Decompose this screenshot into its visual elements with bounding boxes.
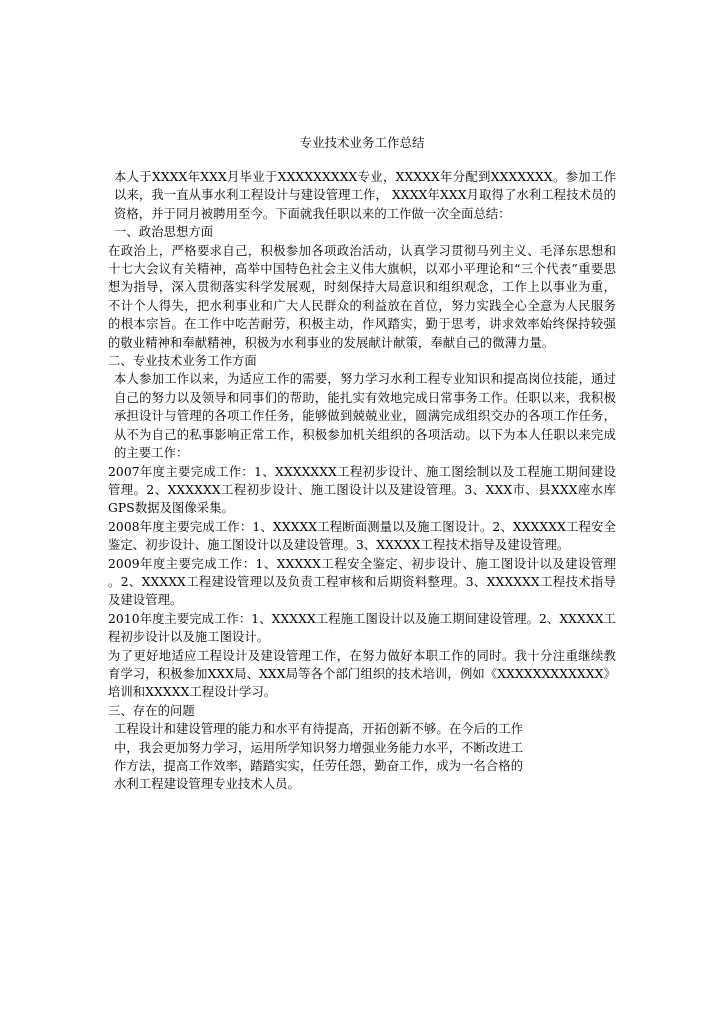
section-heading-1: 一、政治思想方面 bbox=[114, 225, 214, 240]
document-body bbox=[108, 168, 616, 794]
paragraph-intro: 本人于XXXX年XXX月毕业于XXXXXXXXX专业，XXXXX年分配到XXXXXXX。参加工作以来，我一直从事水利工程设计与建设管理工作， XXXX年XXX月取得了水利工程技术员的资格，并于同月被聘用至今。下面就我任职以来的工作做一次全面总结： bbox=[114, 170, 616, 221]
paragraph-2010: 2010年度主要完成工作：1、XXXXX工程施工图设计以及施工期间建设管理。2、XXXXX工程初步设计以及施工图设计。 bbox=[108, 611, 616, 645]
paragraph-2007: 2007年度主要完成工作：1、XXXXXXX工程初步设计、施工图绘制以及工程施工期间建设管理。2、XXXXXX工程初步设计、施工图设计以及建设管理。3、XXX市、县XXX座水库GPS数据及图像采集。 bbox=[108, 464, 616, 516]
paragraph-problems: 工程设计和建设管理的能力和水平有待提高，开拓创新不够。在今后的工作中，我会更加努力学习，运用所学知识努力增强业务能力水平，不断改进工作方法，提高工作效率，踏踏实实，任劳任怨，勤奋工作，成为一名合格的水利工程建设管理专业技术人员。 bbox=[114, 722, 524, 792]
paragraph-training: 为了更好地适应工程设计及建设管理工作，在努力做好本职工作的同时。我十分注重继续教育学习，积极参加XXX局、XXX局等各个部门组织的技术培训，例如《XXXXXXXXXXXX》培训和XXXXX工程设计学习。 bbox=[108, 648, 616, 700]
paragraph-2009: 2009年度主要完成工作：1、XXXXX工程安全鉴定、初步设计、施工图设计以及建设管理 。2、XXXXX工程建设管理以及负责工程审核和后期资料整理。3、XXXXXX工程技术指导及建设管理。 bbox=[108, 556, 616, 608]
paragraph-2008: 2008年度主要完成工作：1、XXXXX工程断面测量以及施工图设计。2、XXXXXX工程安全鉴定、初步设计、施工图设计以及建设管理。3、XXXXX工程技术指导及建设管理。 bbox=[108, 519, 616, 553]
paragraph-political: 在政治上，严格要求自己，积极参加各项政治活动，认真学习贯彻马列主义、毛泽东思想和十七大会议有关精神，高举中国特色社会主义伟大旗帜，以邓小平理论和“三个代表”重要思想为指导，深入贯彻落实科学发展观，时刻保持大局意识和组织观念，工作上以事业为重，不计个人得失，把水利事业和广大人民群众的利益放在首位，努力实践全心全意为人民服务的根本宗旨。在工作中吃苦耐劳，积极主动，作风踏实，勤于思考，讲求效率始终保持较强的敬业精神和奉献精神，积极为水利事业的发展献计献策，奉献自己的微薄力量。 bbox=[108, 243, 616, 350]
section-heading-2: 二、专业技术业务工作方面 bbox=[108, 354, 257, 369]
paragraph-professional: 本人参加工作以来，为适应工作的需要，努力学习水利工程专业知识和提高岗位技能，通过自己的努力以及领导和同事们的帮助，能扎实有效地完成日常事务工作。任职以来，我积极承担设计与管理的各项工作任务，能够做到兢兢业业，圆满完成组织交办的各项工作任务，从不为自己的私事影响正常工作，积极参加机关组织的各项活动。以下为本人任职以来完成的主要工作： bbox=[114, 372, 616, 461]
section-heading-3: 三、存在的问题 bbox=[108, 703, 195, 718]
document-title: 专业技术业务工作总结 bbox=[299, 135, 425, 150]
